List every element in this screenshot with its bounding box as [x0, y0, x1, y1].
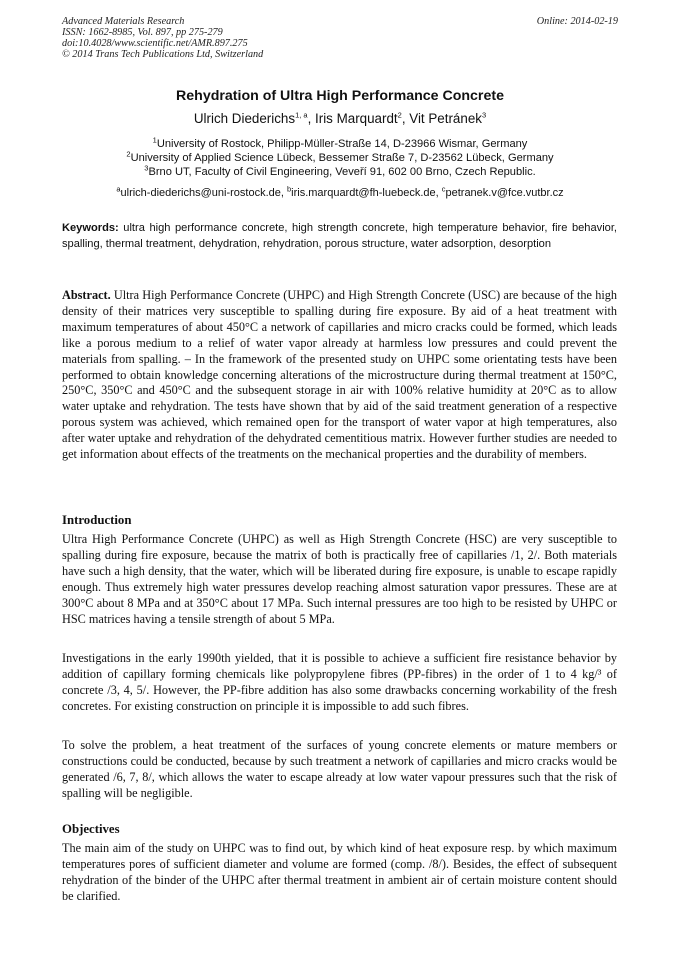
issn-line: ISSN: 1662-8985, Vol. 897, pp 275-279: [62, 27, 223, 38]
email-link[interactable]: iris.marquardt@fh-luebeck.de: [291, 187, 436, 199]
author-name: Iris Marquardt: [315, 111, 398, 126]
author-affil-mark: 2: [397, 110, 402, 120]
journal-name: Advanced Materials Research: [62, 16, 185, 27]
section-heading-objectives: Objectives: [62, 822, 120, 836]
journal-header: [62, 16, 618, 60]
email-mark: c: [441, 184, 446, 194]
affiliation-text: University of Applied Science Lübeck, Bessemer Straße 7, D-23562 Lübeck, Germany: [130, 152, 554, 164]
paragraph: The main aim of the study on UHPC was to find out, by which kind of heat exposure resp. by which maximum temperatures pores of sufficient diameter and volume are formed (comp. /8/). Besides, the effect of subsequent rehydration of the binder of the UHPC after thermal treatment in ambient air of certain moisture content should be clarified.: [62, 841, 617, 903]
email-link[interactable]: ulrich-diederichs@uni-rostock.de: [120, 187, 281, 199]
copyright-line: © 2014 Trans Tech Publications Ltd, Switzerland: [62, 49, 264, 60]
online-date: Online: 2014-02-19: [536, 16, 618, 27]
email-mark: b: [286, 184, 292, 194]
abstract-block: [62, 288, 617, 463]
affiliation-text: Brno UT, Faculty of Civil Engineering, Veveří 91, 602 00 Brno, Czech Republic.: [148, 166, 536, 178]
abstract-text: Ultra High Performance Concrete (UHPC) and High Strength Concrete (USC) are because of the high density of their matrices very susceptible to spalling during fire exposure. By aid of a heat treatment with maximum temperatures of about 450°C a network of capillaries and micro cracks could be formed, which leads like a porous medium to a relief of water vapor already at harmless low pressures and could prevent the materials from spalling. – In the framework of the presented study on UHPC some orientating tests have been performed to obtain knowledge concerning alterations of the microstructure during thermal treatment at 150°C, 250°C, 350°C and 450°C and the subsequent storage in air with 100% relative humidity at 20°C as to allow water uptake and rehydration. The tests have shown that by aid of the said treatment generation of a respective porous system was achieved, which remained open for the transport of water vapor at high temperatures, also after water uptake and rehydration of the dehydrated cementitious matrix. However further studies are needed to get information about effects of the treatments on the mechanical properties and the durability of members.: [62, 288, 617, 462]
paragraph: To solve the problem, a heat treatment of the surfaces of young concrete elements or mature members or constructions could be conducted, because by such treatment a network of capillaries and micro cracks would be generated /6, 7, 8/, which allows the water to escape already at low water vapour pressures such that the risk of spalling will be negligible.: [62, 738, 617, 800]
author-list: Ulrich Diederichs$^{1, a}$, Iris Marquardt$^2$, Vit Petránek$^3$: [193, 110, 487, 126]
abstract-label: Abstract.: [62, 288, 111, 302]
keywords-text: ultra high performance concrete, high strength concrete, high temperature behavior, fire behavior, spalling, thermal treatment, dehydration, rehydration, porous structure, water adsorption, desorption: [62, 222, 617, 250]
affiliation-mark: 2: [126, 149, 131, 159]
author-name: Ulrich Diederichs: [193, 111, 296, 126]
affiliation-mark: 1: [152, 135, 157, 145]
paragraph: Investigations in the early 1990th yielded, that it is possible to achieve a sufficient fire resistance behavior by addition of capillary forming chemicals like polypropylene fibres (PP-fibres) in the order of 1 to 4 kg/³ of concrete /3, 4, 5/. However, the PP-fibre addition has also some drawbacks concerning workability of the fresh concretes. For existing construction on principle it is impossible to add such fibres.: [62, 651, 617, 713]
affiliation: [62, 163, 618, 179]
email-link[interactable]: petranek.v@fce.vutbr.cz: [445, 187, 564, 199]
author-name: Vit Petránek: [409, 111, 482, 126]
author-affil-mark: 3: [481, 110, 487, 120]
keywords-label: Keywords:: [62, 222, 119, 234]
paper-title: Rehydration of Ultra High Performance Concrete: [176, 88, 504, 104]
affiliation: [62, 135, 618, 151]
email-list: $^a$ulrich-diederichs@uni-rostock.de, $^b$iris.marquardt@fh-luebeck.de, $^c$petranek.v@fce.vutbr.cz: [116, 184, 564, 199]
affiliation-mark: 3: [144, 163, 149, 173]
author-affil-mark: 1, a: [295, 110, 308, 120]
affiliation-text: University of Rostock, Philipp-Müller-Straße 14, D-23966 Wismar, Germany: [156, 138, 528, 150]
keywords-block: [62, 221, 617, 252]
email-mark: a: [116, 184, 121, 194]
paragraph: Ultra High Performance Concrete (UHPC) as well as High Strength Concrete (HSC) are very susceptible to spalling during fire exposure, because the matrix of both is practically free of capillaries /1, 2/. Both materials have such a high density, that the water, which will be liberated during fire exposure, is unable to escape rapidly enough. Thus extremely high water pressures develop reaching almost saturation vapor pressures. These are at 300°C about 8 MPa and at 350°C about 17 MPa. Such internal pressures are too high to be resisted by UHPC or HSC matrices having a tensile strength of about 5 MPa.: [62, 532, 617, 626]
doi-line[interactable]: doi:10.4028/www.scientific.net/AMR.897.275: [62, 38, 248, 49]
section-heading-introduction: Introduction: [62, 513, 132, 527]
